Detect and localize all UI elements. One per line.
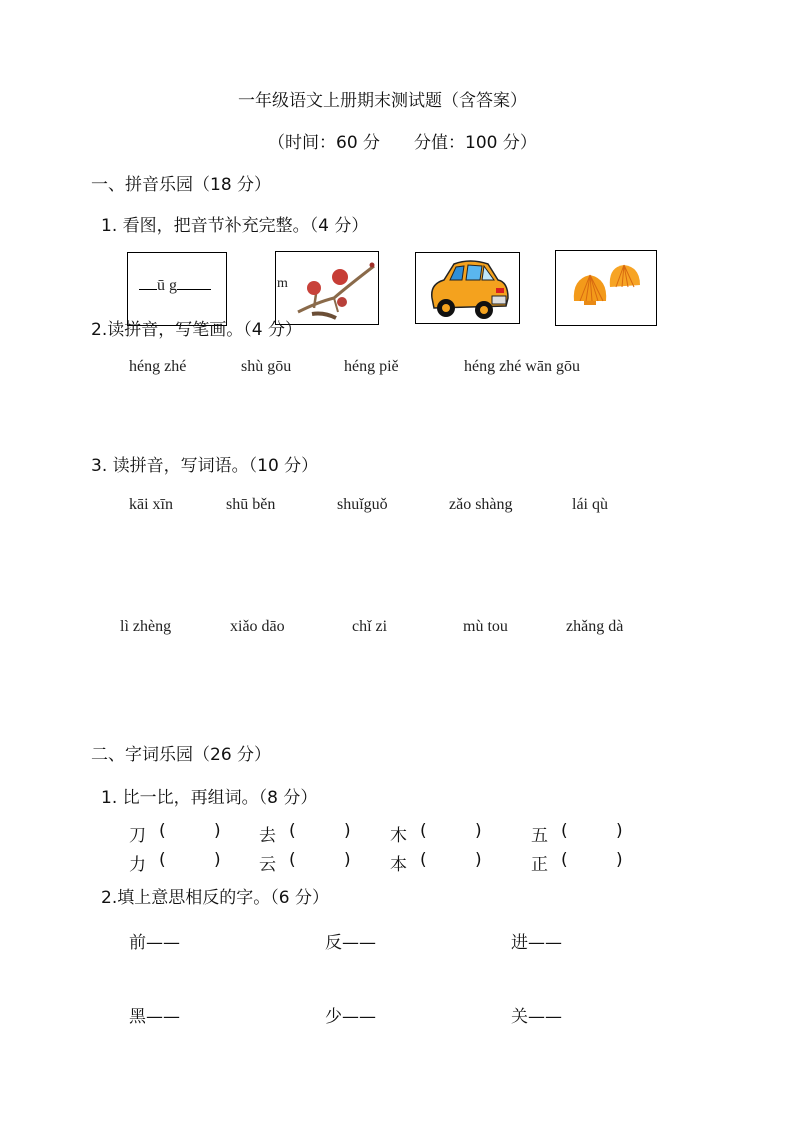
compare-char: 五 xyxy=(531,826,548,846)
word-pinyin-5: lái qù xyxy=(572,496,608,513)
blank-line[interactable] xyxy=(139,275,157,290)
blank-line[interactable] xyxy=(177,275,211,290)
compare-char: 木 xyxy=(390,826,407,846)
section-1-heading: 一、拼音乐园（18 分） xyxy=(91,175,272,195)
word-pinyin-6: lì zhèng xyxy=(120,618,172,635)
question-1-2-label: 2.读拼音，写笔画。（4 分） xyxy=(91,320,302,340)
stroke-pinyin-4: héng zhé wān gōu xyxy=(464,358,580,375)
seashell-image-box xyxy=(555,250,657,326)
orange-car-icon xyxy=(426,258,512,320)
word-pinyin-2: shū běn xyxy=(226,496,276,513)
word-pinyin-10: zhǎng dà xyxy=(566,618,624,635)
question-1-1-label: 1. 看图，把音节补充完整。（4 分） xyxy=(101,216,369,236)
antonym-item: 关—— xyxy=(511,1007,562,1027)
antonym-item: 黑—— xyxy=(129,1007,180,1027)
word-pinyin-8: chǐ zi xyxy=(352,618,388,635)
word-pinyin-7: xiǎo dāo xyxy=(230,618,285,635)
compare-char: 力 xyxy=(129,855,146,875)
stroke-pinyin-2: shù gōu xyxy=(241,358,292,375)
stroke-pinyin-1: héng zhé xyxy=(129,358,187,375)
question-1-3-label: 3. 读拼音，写词语。（10 分） xyxy=(91,456,319,476)
page-subtitle: （时间：60 分 分值：100 分） xyxy=(268,133,537,153)
plum-blossom-image-box xyxy=(275,251,379,325)
antonym-item: 反—— xyxy=(325,933,376,953)
compare-char: 去 xyxy=(259,826,276,846)
word-pinyin-4: zǎo shàng xyxy=(449,496,513,513)
section-2-heading: 二、字词乐园（26 分） xyxy=(91,745,272,765)
question-2-2-label: 2.填上意思相反的字。（6 分） xyxy=(101,888,329,908)
seashells-icon xyxy=(570,261,646,311)
word-pinyin-3: shuǐguǒ xyxy=(337,496,388,513)
antonym-item: 进—— xyxy=(511,933,562,953)
word-pinyin-9: mù tou xyxy=(463,618,508,635)
page-title: 一年级语文上册期末测试题（含答案） xyxy=(238,91,527,111)
compare-char: 本 xyxy=(390,855,407,875)
stroke-pinyin-3: héng piě xyxy=(344,358,399,375)
compare-char: 刀 xyxy=(129,826,146,846)
pinyin-fragment: ū g xyxy=(157,277,177,294)
compare-char: 云 xyxy=(259,855,276,875)
antonym-item: 前—— xyxy=(129,933,180,953)
car-image-box xyxy=(415,252,520,324)
antonym-item: 少—— xyxy=(325,1007,376,1027)
pinyin-prefix: m xyxy=(277,276,288,291)
word-pinyin-1: kāi xīn xyxy=(129,496,173,513)
plum-blossom-branch-icon xyxy=(290,256,378,322)
compare-char: 正 xyxy=(531,855,548,875)
question-2-1-label: 1. 比一比，再组词。（8 分） xyxy=(101,788,318,808)
